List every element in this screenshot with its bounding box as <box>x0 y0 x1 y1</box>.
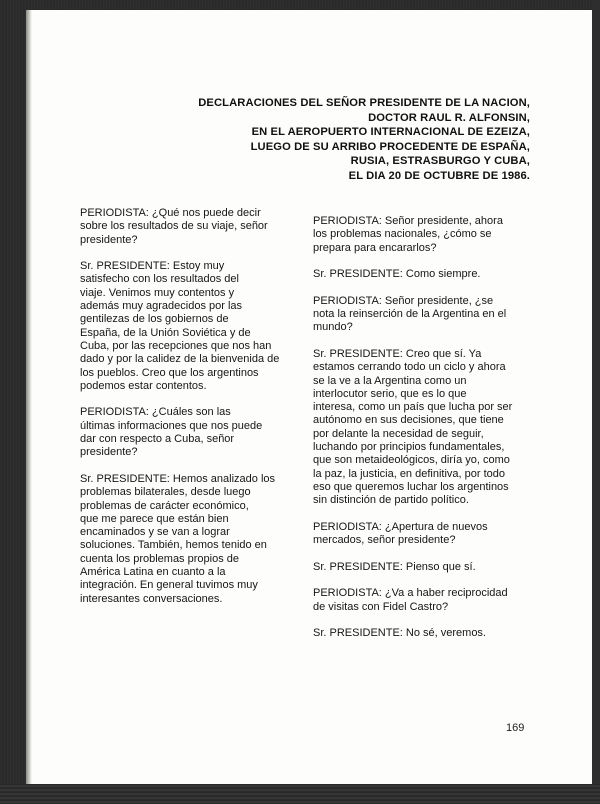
text-line: presidente? <box>80 233 138 246</box>
text-line: luchando por principios fundamentales, <box>313 441 505 454</box>
text-line: Sr. PRESIDENTE: Como siempre. <box>313 268 481 281</box>
text-line: satisfecho con los resultados del <box>80 273 239 286</box>
text-line: los pueblos. Creo que los argentinos <box>80 366 259 379</box>
title-line: RUSIA, ESTRASBURGO Y CUBA, <box>350 155 530 168</box>
text-line: presidente? <box>80 446 138 459</box>
right-column <box>313 215 523 654</box>
text-line: España, de la Unión Soviética y de <box>80 326 251 339</box>
text-line: PERIODISTA: Señor presidente, ¿se <box>313 294 494 307</box>
text-line: eso que queremos luchar los argentinos <box>313 480 509 493</box>
question-paragraph <box>313 295 523 335</box>
text-line: encaminados y se van a lograr <box>80 526 230 539</box>
answer-paragraph <box>80 473 290 606</box>
text-line: dar con respecto a Cuba, señor <box>80 433 235 446</box>
text-line: interlocutor serio, que es lo que <box>313 387 467 400</box>
text-line: integración. En general tuvimos muy <box>80 579 258 592</box>
document-title <box>150 96 530 184</box>
question-paragraph <box>313 587 523 614</box>
text-line: PERIODISTA: ¿Cuáles son las <box>80 406 231 419</box>
text-line: PERIODISTA: ¿Apertura de nuevos <box>313 520 488 533</box>
question-paragraph <box>313 215 523 255</box>
text-line: Sr. PRESIDENTE: Pienso que sí. <box>313 560 476 573</box>
scan-right-border <box>592 0 600 804</box>
text-line: Sr. PRESIDENTE: Estoy muy <box>80 260 225 273</box>
text-line: los problemas nacionales, ¿cómo se <box>313 228 492 241</box>
scan-bottom-border <box>0 784 600 804</box>
text-line: se la ve a la Argentina como un <box>313 374 467 387</box>
text-line: Sr. PRESIDENTE: Creo que sí. Ya <box>313 347 482 360</box>
text-line: nota la reinserción de la Argentina en el <box>313 308 507 321</box>
text-line: Cuba, por las recepciones que nos han <box>80 339 272 352</box>
page-number: 169 <box>506 722 525 734</box>
text-line: mundo? <box>313 321 353 334</box>
text-line: mercados, señor presidente? <box>313 534 456 547</box>
answer-paragraph <box>313 561 523 574</box>
text-line: la paz, la justicia, en definitiva, por todo <box>313 467 506 480</box>
text-line: autónomo en sus decisiones, que tiene <box>313 414 504 427</box>
answer-paragraph <box>313 268 523 281</box>
text-line: interesa, como un país que lucha por ser <box>313 401 513 414</box>
title-line: LUEGO DE SU ARRIBO PROCEDENTE DE ESPAÑA, <box>250 140 530 153</box>
text-line: América Latina en cuanto a la <box>80 566 226 579</box>
text-line: últimas informaciones que nos puede <box>80 419 263 432</box>
title-line: EN EL AEROPUERTO INTERNACIONAL DE EZEIZA, <box>251 126 530 139</box>
question-paragraph <box>80 207 290 247</box>
left-column <box>80 207 290 619</box>
text-line: Sr. PRESIDENTE: Hemos analizado los <box>80 472 276 485</box>
question-paragraph <box>80 406 290 459</box>
text-line: PERIODISTA: ¿Va a haber reciprocidad <box>313 587 508 600</box>
title-line: DECLARACIONES DEL SEÑOR PRESIDENTE DE LA NACION, <box>198 97 530 109</box>
answer-paragraph <box>313 627 523 640</box>
text-line: prepara para encararlos? <box>313 241 437 254</box>
text-line: problemas de carácter económico, <box>80 499 249 512</box>
answer-paragraph <box>313 348 523 508</box>
text-line: Sr. PRESIDENTE: No sé, veremos. <box>313 627 486 640</box>
text-line: de visitas con Fidel Castro? <box>313 600 449 613</box>
text-line: cuenta los problemas propios de <box>80 552 239 565</box>
question-paragraph <box>313 521 523 548</box>
answer-paragraph <box>80 260 290 393</box>
text-line: podemos estar contentos. <box>80 379 207 392</box>
text-line: interesantes conversaciones. <box>80 592 223 605</box>
text-line: que me parece que están bien <box>80 512 229 525</box>
text-line: que son metaideológicos, diría yo, como <box>313 454 510 467</box>
text-line: viaje. Venimos muy contentos y <box>80 286 235 299</box>
text-line: problemas bilaterales, desde luego <box>80 486 251 499</box>
text-line: soluciones. También, hemos tenido en <box>80 539 267 552</box>
text-line: dado y por la calidez de la bienvenida de <box>80 353 280 366</box>
text-line: estamos cerrando todo un ciclo y ahora <box>313 361 506 374</box>
text-line: además muy agradecidos por las <box>80 300 243 313</box>
text-line: PERIODISTA: Señor presidente, ahora <box>313 215 503 227</box>
text-line: gentilezas de los gobiernos de <box>80 313 229 326</box>
title-line: EL DIA 20 DE OCTUBRE DE 1986. <box>348 169 530 182</box>
title-line: DOCTOR RAUL R. ALFONSIN, <box>368 111 530 124</box>
page-binding-edge <box>26 10 32 784</box>
text-line: sobre los resultados de su viaje, señor <box>80 220 268 233</box>
text-line: por delante la necesidad de seguir, <box>313 427 484 440</box>
text-line: sin distinción de partido político. <box>313 494 469 507</box>
text-line: PERIODISTA: ¿Qué nos puede decir <box>80 207 261 219</box>
